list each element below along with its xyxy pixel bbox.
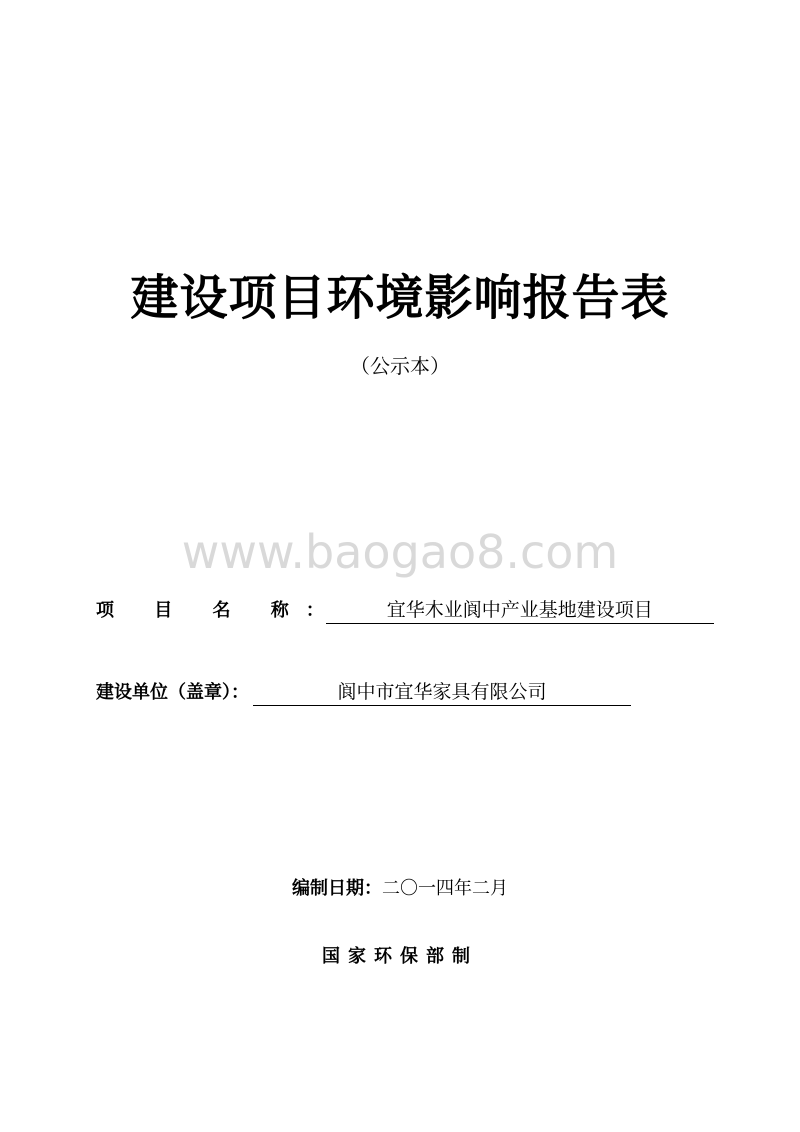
compile-date-label: 编制日期： [292,878,382,899]
project-name-value: 宜华木业阆中产业基地建设项目 [326,597,714,624]
construction-unit-row [96,676,631,706]
construction-unit-label: 建设单位（盖章）： [96,682,249,703]
construction-unit-value: 阆中市宜华家具有限公司 [253,679,631,706]
document-title: 建设项目环境影响报告表 [130,270,670,326]
project-name-colon: ： [305,600,324,621]
document-subtitle: （公示本） [350,354,450,378]
project-name-label: 项 目 名 称： [96,600,324,621]
project-name-row [96,594,714,624]
compile-date-value: 二〇一四年二月 [382,878,508,899]
watermark-text: www.baogao8.com [181,525,619,579]
compile-date-line [0,876,800,902]
issuer-line: 国家环保部制 [322,946,478,967]
